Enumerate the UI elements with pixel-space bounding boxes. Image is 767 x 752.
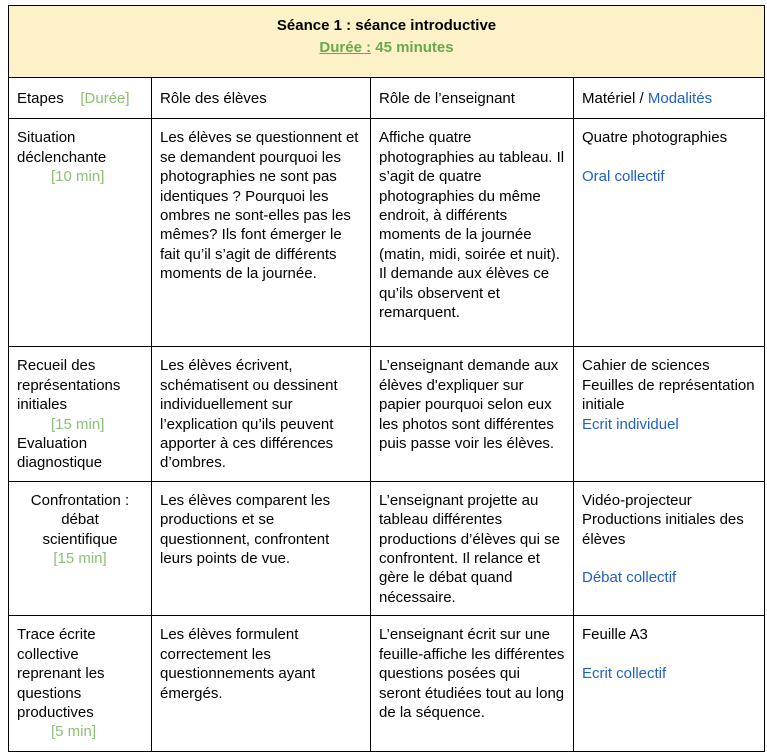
materiel-item: Productions initiales des élèves (582, 511, 744, 548)
etape-line: Confrontation : (30, 491, 130, 509)
eleves-cell: Les élèves écrivent, schématisent ou dessinent individuellement sur l’explication qu’ils peuvent apporter à ces différences d’ombres. (152, 347, 371, 481)
col-header-role-eleves: Rôle des élèves (152, 78, 371, 119)
materiel-item: Feuilles de représentation initiale (582, 376, 755, 414)
etape-duration: [15 min] (53, 550, 107, 568)
etape-line: débat (61, 511, 99, 529)
materiel-cell (574, 347, 765, 481)
etape-line: Situation (17, 129, 76, 147)
materiel-item: Cahier de sciences (582, 357, 710, 375)
col-header-role-enseignant: Rôle de l’enseignant (371, 78, 574, 119)
etape-duration: [5 min] (51, 723, 97, 741)
table-row (9, 119, 765, 347)
etape-line: reprenant les (17, 665, 105, 683)
materiel-cell (574, 481, 765, 615)
session-title: Séance 1 : séance introductive (276, 17, 497, 34)
enseignant-cell (371, 119, 574, 347)
modalites-label: Modalités (647, 90, 713, 107)
separator: / (635, 90, 648, 107)
materiel-cell (574, 119, 765, 347)
enseignant-text-2: Il demande aux élèves ce qu’ils observent et remarquent. (379, 265, 550, 322)
etape-cell (9, 119, 152, 347)
etape-duration: [15 min] (51, 415, 105, 433)
enseignant-cell: L’enseignant projette au tableau différentes productions d’élèves qui se confrontent. Il relance et gère le débat quand nécessaire. (371, 481, 574, 615)
header-row (9, 6, 765, 78)
etape-cell (9, 616, 152, 752)
eleves-cell: Les élèves comparent les productions et se questionnent, confrontent leurs points de vue. (152, 481, 371, 615)
table-row (9, 481, 765, 615)
etape-line: questions (17, 684, 82, 702)
etape-line: productives (17, 703, 94, 721)
eleves-cell: Les élèves se questionnent et se demandent pourquoi les photographies ne sont pas identiques ? Pourquoi les ombres ne sont-elles pas les mêmes? Ils font émerger le fait qu’il s’agit de différents moments de la journée. (152, 119, 371, 347)
etape-line: déclenchante (17, 148, 107, 166)
etape-cell (9, 481, 152, 615)
materiel-cell (574, 616, 765, 752)
etape-line: initiales (17, 396, 68, 414)
modalite: Ecrit individuel (582, 415, 679, 433)
etape-line: Trace écrite (17, 626, 96, 644)
modalite: Ecrit collectif (582, 664, 667, 682)
table-row (9, 616, 765, 752)
etape-line: Evaluation (17, 435, 88, 453)
col-header-etapes (9, 78, 152, 119)
modalite: Oral collectif (582, 167, 665, 185)
duration-label: Durée : (319, 39, 372, 57)
etape-line: Recueil des (17, 357, 96, 375)
materiel-item: Feuille A3 (582, 626, 648, 644)
materiel-item: Quatre photographies (582, 129, 728, 147)
modalite: Débat collectif (582, 569, 677, 587)
lesson-plan-table (8, 5, 765, 752)
etape-line: diagnostique (17, 454, 103, 472)
etape-cell (9, 347, 152, 481)
duree-label: [Durée] (80, 90, 130, 107)
enseignant-text: Affiche quatre photographies au tableau. Il s’agit de quatre photographies du même endroit, à différents moments de la journée (matin, midi, soirée et nuit). (379, 129, 565, 263)
etape-duration: [10 min] (51, 168, 105, 186)
eleves-cell: Les élèves formulent correctement les questionnements ayant émergés. (152, 616, 371, 752)
session-header (9, 6, 765, 78)
etape-line: scientifique (42, 530, 118, 548)
table-row (9, 347, 765, 481)
enseignant-cell: L’enseignant écrit sur une feuille-affiche les différentes questions posées qui seront étudiées tout au long de la séquence. (371, 616, 574, 752)
enseignant-cell: L’enseignant demande aux élèves d'expliquer sur papier pourquoi selon eux les photos sont différentes puis passe voir les élèves. (371, 347, 574, 481)
duration-value: 45 minutes (371, 39, 454, 57)
etapes-label: Etapes (17, 90, 64, 107)
session-duration (17, 38, 756, 57)
column-header-row (9, 78, 765, 119)
materiel-label: Matériel (582, 90, 636, 107)
materiel-item: Vidéo-projecteur (582, 491, 692, 509)
col-header-materiel (574, 78, 765, 119)
etape-line: collective (17, 645, 79, 663)
etape-line: représentations (17, 376, 121, 394)
